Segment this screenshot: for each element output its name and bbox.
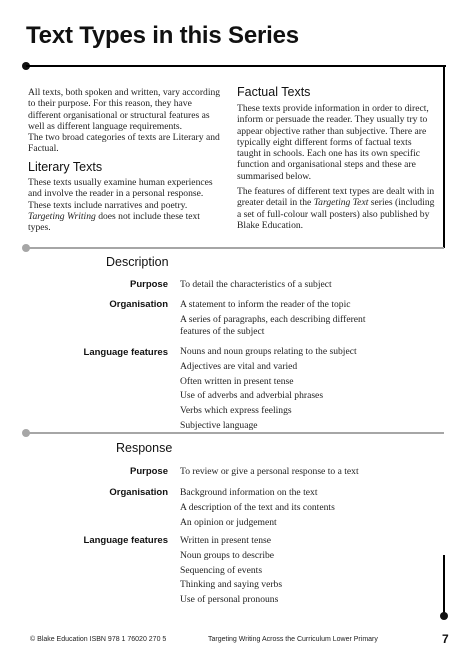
- response-organisation-item: An opinion or judgement: [180, 516, 277, 528]
- intro-paragraph: All texts, both spoken and written, vary according to their purpose. For this reason, they have different organisational or structural features as well as different language requirements.: [28, 87, 221, 132]
- rule-end-dot: [440, 612, 448, 620]
- response-heading: Response: [116, 441, 173, 455]
- description-language-item: Adjectives are vital and varied: [180, 360, 298, 372]
- response-language-item: Thinking and saying verbs: [180, 579, 283, 591]
- literary-text-end: does not include these text types.: [28, 210, 200, 234]
- description-language-item: Nouns and noun groups relating to the subject: [180, 346, 357, 357]
- response-organisation-item: A description of the text and its contents: [180, 501, 335, 513]
- factual-body: [237, 103, 437, 231]
- response-organisation-item: Background information on the text: [180, 487, 318, 498]
- description-purpose-label: Purpose: [129, 279, 168, 290]
- literary-heading: Literary Texts: [28, 160, 103, 174]
- footer-copyright: © Blake Education ISBN 978 1 76020 270 5: [30, 636, 167, 643]
- response-language-item: Sequencing of events: [180, 564, 263, 576]
- description-heading: Description: [106, 255, 169, 269]
- response-rule: [26, 432, 444, 434]
- factual-paragraph: These texts provide information in order to direct, inform or persuade the reader. They usually try to appear objective rather than subjective. There are typically eight different forms of factual texts taught in schools. Each one has its own specific function and organisational steps and these are summarised below.: [237, 103, 429, 182]
- response-language-item: Noun groups to describe: [180, 549, 275, 561]
- description-language: [180, 346, 440, 435]
- response-purpose-item: To review or give a personal response to a text: [180, 466, 359, 477]
- intro-block: [28, 87, 224, 155]
- factual-italic-title: Targeting Text: [313, 197, 369, 209]
- response-purpose-label: Purpose: [129, 466, 168, 477]
- description-purpose: [180, 279, 440, 294]
- right-rule-upper: [443, 65, 445, 248]
- description-language-item: Often written in present tense: [180, 375, 294, 387]
- response-language-item: Use of personal pronouns: [180, 594, 279, 606]
- literary-italic-title: Targeting Writing: [28, 210, 96, 222]
- description-purpose-item: To detail the characteristics of a subject: [180, 279, 332, 290]
- intro-categories: The two broad categories of texts are Literary and Factual.: [28, 132, 220, 155]
- page-title: Text Types in this Series: [26, 22, 299, 49]
- description-organisation-item: A statement to inform the reader of the topic: [180, 299, 351, 310]
- factual-paragraph-2: The features of different text types are dealt with in greater detail in the Targeting Text series (including a set of full-colour wall posters) also published by Blake Education.: [237, 186, 435, 231]
- response-language: [180, 535, 440, 609]
- factual-heading: Factual Texts: [237, 85, 311, 99]
- description-language-item: Use of adverbs and adverbial phrases: [180, 390, 324, 402]
- description-organisation-item: A series of paragraphs, each describing different features of the subject: [180, 313, 366, 338]
- description-language-item: Verbs which express feelings: [180, 405, 292, 417]
- literary-body: [28, 177, 220, 233]
- literary-text: These texts usually examine human experiences and involve the reader in a personal response. These texts include narratives and poetry.: [28, 177, 213, 211]
- description-rule: [26, 247, 444, 249]
- description-organisation-label: Organisation: [109, 299, 168, 310]
- response-language-item: Written in present tense: [180, 535, 271, 546]
- footer-series: Targeting Writing Across the Curriculum Lower Primary: [208, 636, 378, 643]
- page-number: 7: [442, 632, 449, 646]
- description-language-label: Language features: [83, 347, 168, 358]
- response-organisation-label: Organisation: [109, 487, 168, 498]
- right-rule-lower: [443, 555, 445, 615]
- response-purpose: [180, 466, 440, 481]
- description-organisation: [180, 299, 390, 341]
- response-language-label: Language features: [83, 535, 168, 546]
- response-organisation: [180, 487, 440, 531]
- description-language-item: Subjective language: [180, 419, 258, 431]
- title-rule: [26, 65, 446, 67]
